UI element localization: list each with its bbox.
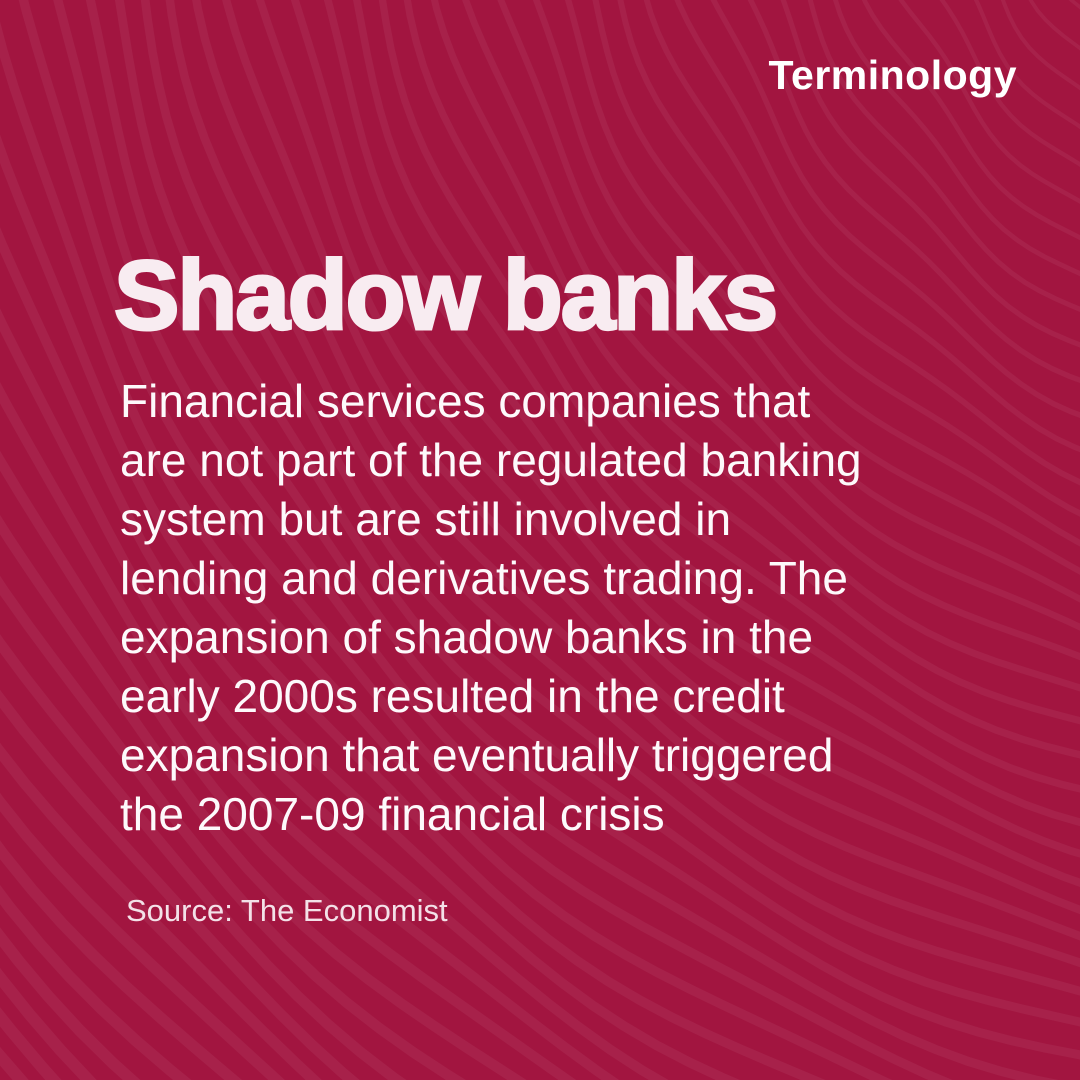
source-attribution: Source: The Economist — [126, 893, 448, 928]
definition-line: lending and derivatives trading. The — [120, 552, 848, 604]
definition-line: expansion of shadow banks in the — [120, 611, 814, 663]
term-title: Shadow banks — [114, 240, 777, 350]
definition-line: Financial services companies that — [120, 375, 811, 427]
definition-line: early 2000s resulted in the credit — [120, 670, 785, 722]
definition-line: are not part of the regulated banking — [120, 434, 862, 486]
definition-line: expansion that eventually triggered — [120, 729, 834, 781]
term-definition — [120, 372, 862, 844]
kicker-label: Terminology — [768, 52, 1017, 98]
definition-line: system but are still involved in — [120, 493, 732, 545]
definition-line: the 2007-09 financial crisis — [120, 788, 665, 840]
